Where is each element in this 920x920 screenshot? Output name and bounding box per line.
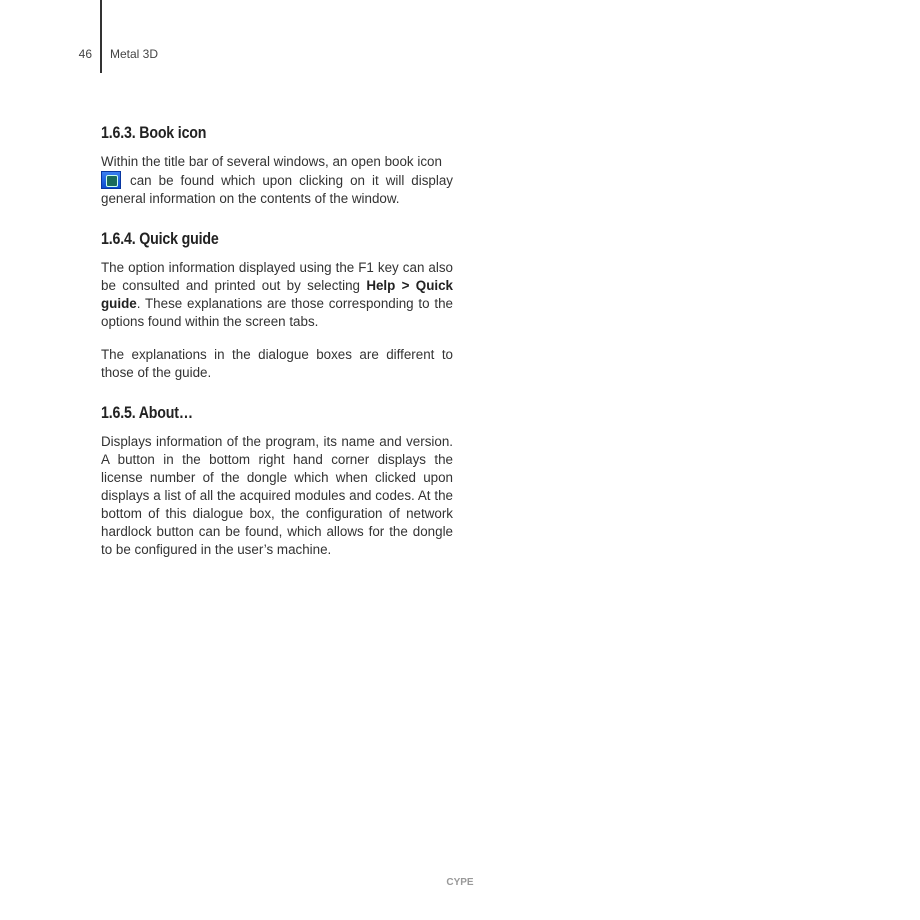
running-title: Metal 3D	[110, 47, 159, 61]
paragraph	[101, 259, 453, 331]
text: The option information displayed using the F1 key can also be consulted and printed out by selecting	[101, 260, 453, 293]
text: Within the title bar of several windows, an open book icon	[101, 154, 442, 169]
header-divider	[100, 0, 102, 73]
paragraph: The explanations in the dialogue boxes are different to those of the guide.	[101, 347, 453, 380]
page-number: 46	[78, 47, 92, 61]
section-heading: 1.6.5. About…	[101, 404, 193, 422]
section-about	[101, 404, 453, 559]
book-icon	[101, 171, 121, 189]
paragraph	[101, 153, 453, 208]
section-book-icon	[101, 124, 453, 208]
section-heading: 1.6.4. Quick guide	[101, 230, 219, 248]
content-column	[101, 124, 453, 581]
text: can be found which upon clicking on it will display general information on the contents of the window.	[101, 173, 453, 206]
paragraph: Displays information of the program, its name and version. A button in the bottom right hand corner displays the license number of the dongle which when clicked upon displays a list of all the acquired modules and codes. At the bottom of this dialogue box, the configuration of network hardlock button can be found, which allows for the dongle to be configured in the user’s machine.	[101, 434, 453, 557]
section-quick-guide	[101, 230, 453, 382]
section-heading: 1.6.3. Book icon	[101, 124, 207, 142]
text: . These explanations are those corresponding to the options found within the screen tabs.	[101, 296, 453, 329]
footer-brand: CYPE	[446, 877, 474, 888]
menu-path: Help > Quick guide	[101, 278, 453, 311]
